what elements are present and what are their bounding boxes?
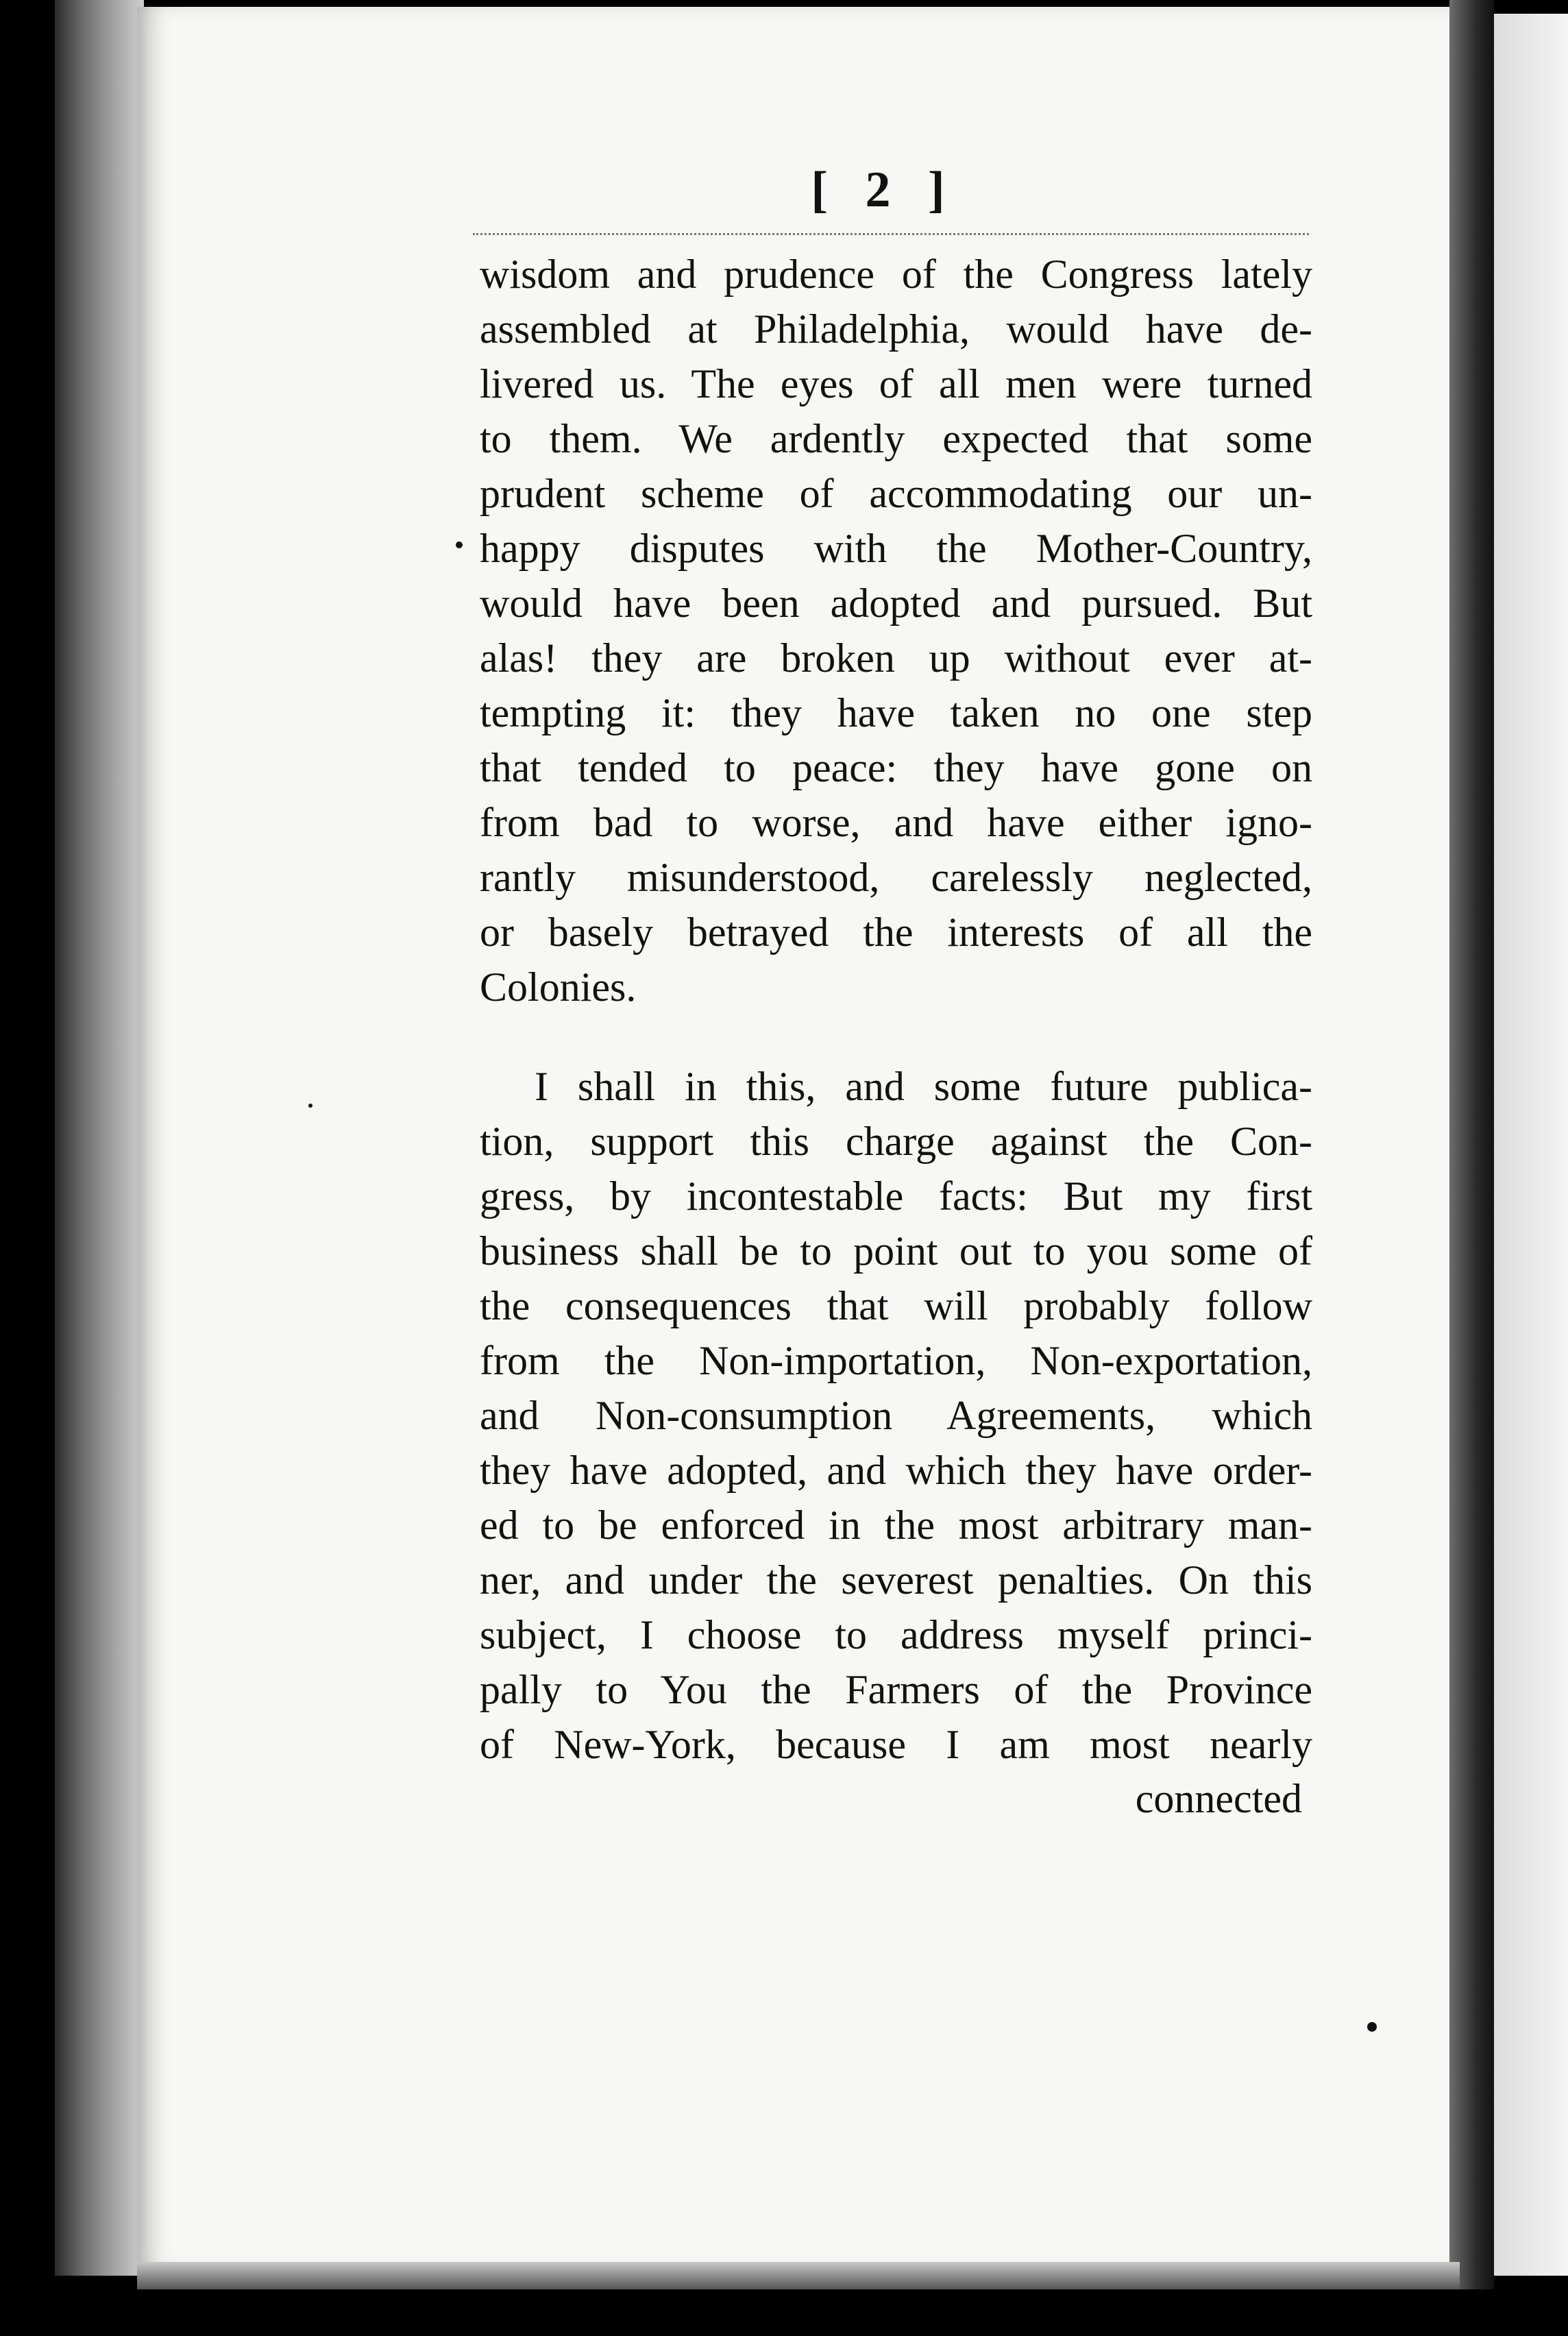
text-line: gress, by incontestable facts: But my first bbox=[480, 1173, 1312, 1219]
text-line: to them. We ardently expected that some bbox=[480, 416, 1312, 461]
text-line: business shall be to point out to you some of bbox=[480, 1228, 1312, 1274]
text-line: alas! they are broken up without ever at- bbox=[480, 635, 1312, 681]
text-line: I shall in this, and some future publica- bbox=[535, 1064, 1312, 1109]
text-line: rantly misunderstood, carelessly neglected, bbox=[480, 855, 1312, 900]
text-line: livered us. The eyes of all men were turned bbox=[480, 361, 1312, 406]
text-line: from the Non-importation, Non-exportation, bbox=[480, 1338, 1312, 1383]
text-line: pally to You the Farmers of the Province bbox=[480, 1667, 1312, 1712]
page-number-header: [ 2 ] bbox=[811, 162, 957, 218]
text-line: tion, support this charge against the Con- bbox=[480, 1119, 1312, 1164]
text-line: that tended to peace: they have gone on bbox=[480, 745, 1312, 790]
page-edge bbox=[1449, 0, 1494, 2289]
text-line: they have adopted, and which they have order- bbox=[480, 1448, 1312, 1493]
text-line: Colonies. bbox=[480, 964, 637, 1010]
text-line: ner, and under the severest penalties. On this bbox=[480, 1557, 1312, 1603]
text-line: subject, I choose to address myself princi- bbox=[480, 1612, 1312, 1657]
paragraph-1 bbox=[480, 247, 1312, 1014]
text-line: would have been adopted and pursued. But bbox=[480, 581, 1312, 626]
text-line: from bad to worse, and have either igno- bbox=[480, 800, 1312, 845]
page-gutter-shadow bbox=[55, 0, 144, 2276]
text-line: tempting it: they have taken no one step bbox=[480, 690, 1312, 735]
text-line: wisdom and prudence of the Congress lately bbox=[480, 252, 1312, 297]
adjacent-page bbox=[1494, 14, 1568, 2276]
text-line: and Non-consumption Agreements, which bbox=[480, 1393, 1312, 1438]
ink-speck bbox=[308, 1104, 313, 1108]
paragraph-2 bbox=[480, 1059, 1312, 1772]
text-line: or basely betrayed the interests of all the bbox=[480, 910, 1312, 955]
header-rule bbox=[473, 233, 1309, 235]
text-line: of New-York, because I am most nearly bbox=[480, 1722, 1312, 1767]
text-line: ed to be enforced in the most arbitrary man- bbox=[480, 1502, 1312, 1548]
ink-speck bbox=[456, 542, 463, 548]
text-line: prudent scheme of accommodating our un- bbox=[480, 471, 1312, 516]
catchword: connected bbox=[1135, 1776, 1302, 1821]
text-line: assembled at Philadelphia, would have de- bbox=[480, 306, 1312, 352]
ink-speck bbox=[1367, 2022, 1377, 2032]
text-line: the consequences that will probably follow bbox=[480, 1283, 1312, 1328]
page-bottom-edge bbox=[137, 2262, 1460, 2289]
text-line: happy disputes with the Mother-Country, bbox=[480, 526, 1312, 571]
